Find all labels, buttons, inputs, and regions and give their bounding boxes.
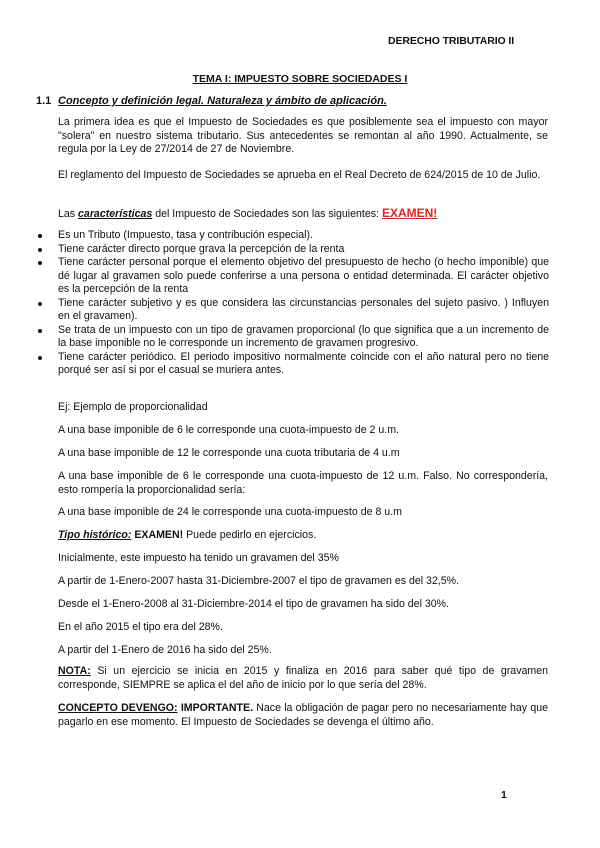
historic-line-3: Desde el 1-Enero-2008 al 31-Diciembre-2014 el tipo de gravamen ha sido del 30%. bbox=[58, 598, 450, 610]
historic-label: Tipo histórico: bbox=[58, 529, 132, 541]
characteristics-word: características bbox=[78, 208, 153, 220]
list-item-text: Tiene carácter directo porque grava la percepción de la renta bbox=[58, 242, 345, 255]
list-item bbox=[36, 324, 549, 351]
note-label: NOTA: bbox=[58, 665, 91, 677]
characteristics-list bbox=[36, 229, 549, 378]
list-item bbox=[36, 256, 549, 297]
exam-highlight: EXAMEN! bbox=[381, 206, 438, 220]
example-line-1: A una base imponible de 6 le corresponde una cuota-impuesto de 2 u.m. bbox=[58, 424, 399, 436]
list-item-text: Es un Tributo (Impuesto, tasa y contribución especial). bbox=[58, 229, 313, 241]
bullet-icon bbox=[38, 234, 42, 238]
example-line-2: A una base imponible de 12 le corresponde una cuota tributaria de 4 u.m bbox=[58, 447, 400, 459]
example-line-4: A una base imponible de 24 le corresponde una cuota-impuesto de 8 u.m bbox=[58, 506, 402, 518]
intro-paragraph-1 bbox=[58, 116, 548, 157]
list-item-text: Tiene carácter personal porque el elemento objetivo del presupuesto de hecho (o hecho imponible) que dé lugar al gravamen solo puede conferirse a una persona o entidad determinada. El carácter objetivo es la percepción de la renta bbox=[58, 256, 549, 295]
example-line-3: A una base imponible de 6 le corresponde una cuota-impuesto de 12 u.m. Falso. No correspondería, esto rompería la proporcionalidad sería: bbox=[58, 470, 548, 496]
list-item bbox=[36, 297, 549, 324]
historic-line-4: En el año 2015 el tipo era del 28%. bbox=[58, 621, 223, 633]
intro-text-2: El reglamento del Impuesto de Sociedades se aprueba en el Real Decreto de 624/2015 de 10 de Julio. bbox=[58, 169, 541, 181]
section-number: 1.1 bbox=[36, 95, 52, 107]
characteristics-intro bbox=[58, 207, 548, 222]
bullet-icon bbox=[38, 261, 42, 265]
list-item-text: Tiene carácter periódico. El periodo impositivo normalmente coincide con el año natural pero no tiene porqué ser así si por el casual se muriera antes. bbox=[58, 350, 549, 376]
section-heading bbox=[36, 95, 387, 109]
list-item bbox=[36, 351, 549, 378]
devengo-paragraph bbox=[58, 702, 548, 729]
note-paragraph bbox=[58, 665, 548, 692]
bullet-icon bbox=[38, 302, 42, 306]
bullet-icon bbox=[38, 329, 42, 333]
historic-line-1: Inicialmente, este impuesto ha tenido un gravamen del 35% bbox=[58, 552, 339, 564]
list-item-text: Tiene carácter subjetivo y es que considera las circunstancias personales del sujeto pasivo. ) Influyen en el gravamen). bbox=[58, 296, 549, 322]
historic-line-5: A partir del 1-Enero de 2016 ha sido del 25%. bbox=[58, 644, 272, 656]
historic-exam: EXAMEN! bbox=[131, 529, 184, 541]
characteristics-pre: Las bbox=[58, 208, 79, 220]
devengo-label: CONCEPTO DEVENGO: bbox=[58, 702, 178, 714]
bullet-icon bbox=[38, 248, 42, 252]
bullet-icon bbox=[38, 356, 42, 360]
example-heading: Ej: Ejemplo de proporcionalidad bbox=[58, 401, 208, 413]
note-text: Si un ejercicio se inicia en 2015 y finaliza en 2016 para saber qué tipo de gravamen corresponde, SIEMPRE se aplica el del año de inicio por lo que sería del 28%. bbox=[58, 665, 548, 691]
list-item bbox=[36, 243, 549, 257]
devengo-important: IMPORTANTE. bbox=[177, 702, 254, 714]
historic-heading bbox=[58, 529, 550, 543]
devengo-text: Nace la obligación de pagar pero no necesariamente hay que pagarlo en ese momento. El Impuesto de Sociedades se devenga el último año. bbox=[58, 702, 548, 728]
intro-text-1: La primera idea es que el Impuesto de Sociedades es que posiblemente sea el impuesto con mayor "solera" en nuestro sistema tributario. Sus antecedentes se remontan al año 1990. Actualmente, se regula por la Ley de 27/2014 de 27 de Noviembre. bbox=[58, 116, 548, 155]
list-item-text: Se trata de un impuesto con un tipo de gravamen proporcional (lo que significa que a un incremento de la base imponible no le corresponde un incremento de gravamen progresivo. bbox=[58, 323, 549, 349]
page-number: 1 bbox=[501, 789, 507, 801]
characteristics-post: del Impuesto de Sociedades son las siguientes: bbox=[152, 208, 382, 220]
course-header: DERECHO TRIBUTARIO II bbox=[388, 35, 515, 47]
section-title: Concepto y definición legal. Naturaleza y ámbito de aplicación. bbox=[58, 95, 387, 107]
intro-paragraph-2 bbox=[58, 169, 548, 183]
document-title: TEMA I: IMPUESTO SOBRE SOCIEDADES I bbox=[192, 73, 408, 85]
historic-line-2: A partir de 1-Enero-2007 hasta 31-Diciembre-2007 el tipo de gravamen es del 32,5%. bbox=[58, 575, 460, 587]
historic-text: Puede pedirlo en ejercicios. bbox=[183, 529, 317, 541]
list-item bbox=[36, 229, 549, 243]
